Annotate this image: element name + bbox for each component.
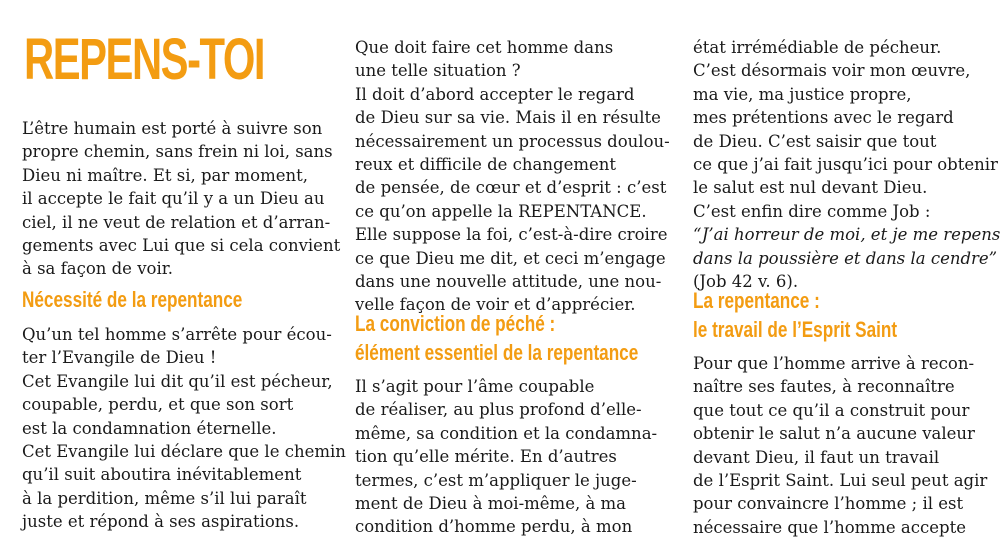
text-line: ter l’Evangile de Dieu ! [22,348,217,368]
text-line: Elle suppose la foi, c’est-à-dire croire [355,225,668,245]
text-line: gements avec Lui que si cela convient [22,236,341,256]
esprit-saint-paragraph [693,352,987,539]
text-line: Cet Evangile lui déclare que le chemin [22,442,346,462]
text-line: que tout ce qu’il a construit pour [693,400,970,420]
continuation-paragraph [693,36,1000,293]
text-line: ce que Dieu me dit, et ceci m’engage [355,248,666,268]
text-line: Qu’un tel homme s’arrête pour écou- [22,325,332,344]
text-line: Il doit d’abord accepter le regard [355,84,635,104]
text-line: coupable, perdu, et que son sort [22,395,294,415]
intro-paragraph [22,117,340,281]
text-line: C’est désormais voir mon œuvre, [693,61,971,81]
section-heading-conviction [355,309,638,367]
text-line: ce qu’on appelle la REPENTANCE. [355,201,647,221]
text-line: velle façon de voir et d’apprécier. [355,295,636,315]
heading-line: La conviction de péché : [355,311,556,336]
text-line: Dieu ni maître. Et si, par moment, [22,165,309,185]
text-line: ciel, il ne veut de relation et d’arran- [22,212,331,232]
heading-line: La repentance : [693,288,820,313]
text-line: nécessairement un processus doulou- [355,131,670,151]
text-line: ce que j’ai fait jusqu’ici pour obtenir [693,155,998,175]
text-line: une telle situation ? [355,61,521,81]
text-line: de pensée, de cœur et d’esprit : c’est [355,178,667,198]
text-line: nécessaire que l’homme accepte [693,517,966,537]
text-line: à la perdition, même s’il lui paraît [22,488,307,508]
text-line: à sa façon de voir. [22,259,174,279]
text-line: de Dieu sur sa vie. Mais il en résulte [355,108,661,128]
section-heading-necessite: Nécessité de la repentance [22,287,243,312]
text-line: de Dieu. C’est saisir que tout [693,131,937,151]
quote-line: “J’ai horreur de moi, et je me repens [693,225,1000,245]
text-line: tion qu’elle mérite. En d’autres [355,447,617,467]
quote-line: dans la poussière et dans la cendre” [693,248,998,268]
text-line: Cet Evangile lui dit qu’il est pécheur, [22,371,333,391]
question-paragraph [355,36,670,317]
heading-line: élément essentiel de la repentance [355,340,639,365]
text-line: le salut est nul devant Dieu. [693,178,928,198]
text-line: Que doit faire cet homme dans [355,38,614,57]
text-line: juste et répond à ses aspirations. [22,512,300,532]
text-line: mes prétentions avec le regard [693,108,954,128]
conviction-paragraph [355,375,657,539]
text-line: même, sa condition et la condamna- [355,423,658,443]
text-line: est la condamnation éternelle. [22,418,277,438]
text-line: Il s’agit pour l’âme coupable [355,377,595,396]
necessite-paragraph [22,323,346,534]
text-line: C’est enfin dire comme Job : [693,201,931,221]
text-line: ma vie, ma justice propre, [693,84,912,104]
text-line: pour convaincre l’homme ; il est [693,494,964,514]
text-line: dans une nouvelle attitude, une nou- [355,272,662,292]
bible-reference: (Job 42 v. 6). [693,272,799,292]
text-line: ment de Dieu à moi-même, à ma [355,494,627,514]
text-line: il accepte le fait qu’il y a un Dieu au [22,189,325,209]
text-line: Pour que l’homme arrive à recon- [693,354,975,373]
text-line: de réaliser, au plus profond d’elle- [355,400,642,420]
text-line: qu’il suit aboutira inévitablement [22,465,302,485]
page-title: REPENS-TOI [24,27,265,92]
text-line: termes, c’est m’appliquer le juge- [355,470,637,490]
text-line: propre chemin, sans frein ni loi, sans [22,142,333,162]
text-line: naître ses fautes, à reconnaître [693,377,955,397]
section-heading-esprit-saint [693,286,897,344]
text-line: état irrémédiable de pécheur. [693,38,942,57]
text-line: L’être humain est porté à suivre son [22,119,323,138]
text-line: de l’Esprit Saint. Lui seul peut agir [693,471,988,491]
text-line: reux et difficile de changement [355,155,617,175]
text-line: condition d’homme perdu, à mon [355,517,633,537]
text-line: devant Dieu, il faut un travail [693,447,940,467]
text-line: obtenir le salut n’a aucune valeur [693,424,975,444]
heading-line: le travail de l’Esprit Saint [693,317,898,342]
